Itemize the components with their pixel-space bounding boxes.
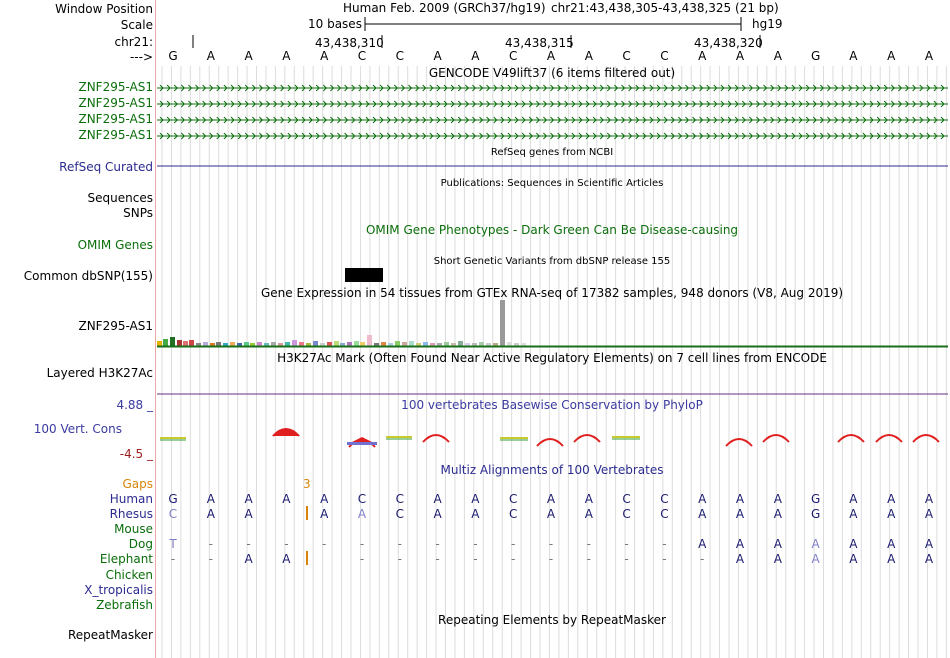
coord-label-1: 43,438,310 [315, 36, 384, 50]
gtex-tissue-bar [423, 342, 428, 346]
base: A [546, 492, 556, 506]
gtex-tissue-bar [271, 342, 276, 346]
base: G [810, 492, 821, 506]
species-label-rhesus: Rhesus [109, 507, 153, 521]
gtex-tissue-bar [292, 340, 297, 346]
gtex-tissue-bar [334, 341, 339, 346]
snps-label[interactable]: SNPs [123, 206, 153, 220]
gtex-tissue-bar [327, 342, 332, 346]
h3k27ac-label[interactable]: Layered H3K27Ac [46, 366, 153, 380]
base: A [433, 492, 442, 506]
base: C [660, 49, 669, 63]
base: A [698, 49, 707, 63]
base: C [168, 507, 178, 521]
base: A [849, 49, 858, 63]
gtex-tissue-bar [395, 341, 400, 346]
base: - [322, 537, 327, 551]
gene-label-3[interactable]: ZNF295-AS1 [78, 112, 153, 126]
species-label-mouse: Mouse [114, 522, 153, 536]
base: A [433, 49, 442, 63]
base: A [282, 552, 291, 566]
base: G [810, 49, 821, 63]
species-label-zebrafish: Zebrafish [96, 598, 153, 612]
gtex-track-title[interactable]: Gene Expression in 54 tissues from GTEx RNA-seq of 17382 samples, 948 donors (V8, Aug 2019) [260, 286, 844, 300]
base: A [735, 552, 745, 566]
publications-track-title[interactable]: Publications: Sequences in Scientific Articles [440, 178, 664, 189]
base: A [887, 492, 896, 506]
omim-label[interactable]: OMIM Genes [77, 238, 153, 252]
base: C [622, 49, 631, 63]
base: - [662, 537, 667, 551]
species-label-elephant: Elephant [99, 552, 153, 566]
base: C [508, 49, 518, 63]
scale-text: 10 bases [308, 17, 362, 31]
gap-count: 3 [303, 477, 311, 491]
base: A [206, 492, 215, 506]
base: A [773, 552, 782, 566]
base: A [282, 492, 291, 506]
base: C [508, 507, 518, 521]
gtex-tissue-bar [177, 340, 182, 346]
base: - [662, 552, 667, 566]
base: A [887, 49, 896, 63]
base: C [395, 507, 404, 521]
base: - [284, 537, 289, 551]
repeatmasker-track-title[interactable]: Repeating Elements by RepeatMasker [438, 613, 666, 627]
gtex-tissue-bar [409, 341, 414, 346]
gene-label-4[interactable]: ZNF295-AS1 [78, 128, 153, 142]
base: A [584, 492, 593, 506]
chrom-label: chr21: [114, 35, 153, 49]
base: A [320, 492, 329, 506]
gtex-tissue-bar [479, 342, 484, 346]
base: A [735, 49, 745, 63]
base: A [584, 507, 593, 521]
multiz-track-title[interactable]: Multiz Alignments of 100 Vertebrates [440, 463, 664, 477]
base: - [624, 537, 629, 551]
base: - [359, 537, 365, 551]
base: - [548, 537, 554, 551]
gtex-tissue-bar [230, 342, 235, 346]
omim-track-title[interactable]: OMIM Gene Phenotypes - Dark Green Can Be Disease-causing [365, 223, 739, 237]
base: A [773, 492, 782, 506]
base: A [471, 507, 480, 521]
gtex-tissue-bar [203, 342, 208, 346]
base: G [810, 507, 821, 521]
gaps-label: Gaps [122, 477, 153, 491]
base: - [170, 552, 176, 566]
strand-arrow-label: ---> [129, 50, 153, 64]
base: - [511, 537, 516, 551]
base: A [320, 507, 329, 521]
base: A [924, 49, 934, 63]
gtex-tissue-bar [244, 342, 249, 346]
base: A [887, 507, 896, 521]
scale-label: Scale [120, 18, 153, 32]
coord-label-2: 43,438,315 [505, 36, 574, 50]
refseq-track-title[interactable]: RefSeq genes from NCBI [490, 147, 614, 158]
phylop-negative [347, 442, 377, 445]
base: C [357, 49, 367, 63]
base: - [586, 537, 591, 551]
gtex-tissue-bar [402, 342, 407, 346]
base: T [169, 537, 177, 551]
gene-label-2[interactable]: ZNF295-AS1 [78, 96, 153, 110]
base: A [433, 507, 442, 521]
base: - [548, 552, 554, 566]
base: A [244, 507, 253, 521]
base: A [924, 552, 934, 566]
base: A [244, 552, 253, 566]
base: A [282, 49, 291, 63]
dbsnp-variant-block [345, 268, 383, 282]
base: C [357, 492, 367, 506]
base: G [168, 492, 178, 506]
gtex-tissue-bar [500, 300, 505, 346]
base: A [849, 537, 858, 551]
base: A [849, 552, 858, 566]
gtex-tissue-bar [313, 341, 318, 346]
base: - [359, 552, 365, 566]
base: - [397, 537, 402, 551]
gtex-tissue-bar [216, 342, 221, 346]
gtex-tissue-bar [507, 342, 512, 346]
dbsnp-label[interactable]: Common dbSNP(155) [23, 269, 153, 283]
gtex-tissue-bar [170, 337, 175, 346]
species-label-chicken: Chicken [105, 568, 153, 582]
gtex-tissue-bar [189, 340, 194, 346]
base: G [168, 49, 178, 63]
base: A [357, 507, 367, 521]
base: C [622, 507, 631, 521]
base: A [735, 492, 745, 506]
base: A [698, 537, 707, 551]
base: A [206, 49, 215, 63]
refseq-label[interactable]: RefSeq Curated [59, 160, 153, 174]
base: A [471, 49, 480, 63]
base: A [698, 492, 707, 506]
window-position-label: Window Position [55, 2, 153, 16]
gtex-tissue-bar [299, 342, 304, 346]
base: A [584, 49, 593, 63]
gtex-gene-label[interactable]: ZNF295-AS1 [78, 319, 153, 333]
species-label-xtropicalis: X_tropicalis [84, 583, 153, 597]
base: A [244, 49, 253, 63]
dbsnp-track-title[interactable]: Short Genetic Variants from dbSNP release 155 [433, 256, 671, 267]
base: A [698, 507, 707, 521]
base: - [586, 552, 591, 566]
repeatmasker-label[interactable]: RepeatMasker [67, 628, 153, 642]
base: - [473, 537, 478, 551]
base: A [244, 492, 253, 506]
assembly-text: Human Feb. 2009 (GRCh37/hg19) [343, 1, 546, 15]
gencode-track-title[interactable]: GENCODE V49lift37 (6 items filtered out) [428, 66, 676, 80]
gtex-tissue-bar [360, 342, 365, 346]
base: C [508, 492, 518, 506]
base: C [622, 492, 631, 506]
base: - [397, 552, 402, 566]
base: A [887, 552, 896, 566]
base: A [811, 552, 820, 566]
base: C [395, 492, 404, 506]
base: C [395, 49, 404, 63]
phylop-track-title[interactable]: 100 vertebrates Basewise Conservation by PhyloP [401, 398, 703, 412]
base: - [435, 537, 440, 551]
cons-bottom-label: -4.5 _ [119, 447, 153, 461]
species-label-dog: Dog [128, 537, 153, 551]
phylop-peak [913, 435, 939, 442]
base: A [320, 49, 329, 63]
gtex-tissue-bar [444, 342, 449, 346]
sequences-label[interactable]: Sequences [87, 191, 153, 205]
species-label-human: Human [109, 492, 153, 506]
base: A [924, 537, 934, 551]
base: A [849, 507, 858, 521]
h3k27ac-track-title[interactable]: H3K27Ac Mark (Often Found Near Active Regulatory Elements) on 7 cell lines from ENCODE [277, 351, 827, 365]
base: A [546, 49, 556, 63]
gtex-tissue-bar [163, 339, 168, 346]
gtex-tissue-bar [367, 335, 372, 346]
base: - [700, 552, 705, 566]
base: - [473, 552, 478, 566]
cons-name-label[interactable]: 100 Vert. Cons [33, 422, 122, 436]
base: A [471, 492, 480, 506]
base: A [924, 507, 934, 521]
base: - [208, 552, 213, 566]
base: A [546, 507, 556, 521]
base: A [773, 537, 782, 551]
base: A [924, 492, 934, 506]
base: - [511, 552, 516, 566]
gene-label-1[interactable]: ZNF295-AS1 [78, 80, 153, 94]
gtex-tissue-bar [257, 342, 262, 346]
gtex-tissue-bar [347, 342, 352, 346]
base: A [887, 537, 896, 551]
base: A [206, 507, 215, 521]
base: A [735, 537, 745, 551]
coord-label-3: 43,438,320 [694, 36, 763, 50]
gtex-tissue-bar [183, 341, 188, 346]
cons-top-label: 4.88 _ [116, 398, 153, 412]
scale-db-text: hg19 [752, 17, 783, 31]
base: A [849, 492, 858, 506]
gtex-tissue-bar [285, 342, 290, 346]
base: C [660, 492, 669, 506]
gtex-tissue-bar [157, 341, 162, 346]
gtex-tissue-bar [458, 341, 463, 346]
position-text: chr21:43,438,305-43,438,325 (21 bp) [551, 1, 779, 15]
base: - [624, 552, 629, 566]
base: A [811, 537, 820, 551]
base: - [246, 537, 251, 551]
base: - [435, 552, 440, 566]
gtex-tissue-bar [381, 342, 386, 346]
gtex-tissue-bar [354, 341, 359, 346]
base: C [660, 507, 669, 521]
base: A [773, 507, 782, 521]
base: A [773, 49, 782, 63]
base: A [735, 507, 745, 521]
base: - [208, 537, 213, 551]
